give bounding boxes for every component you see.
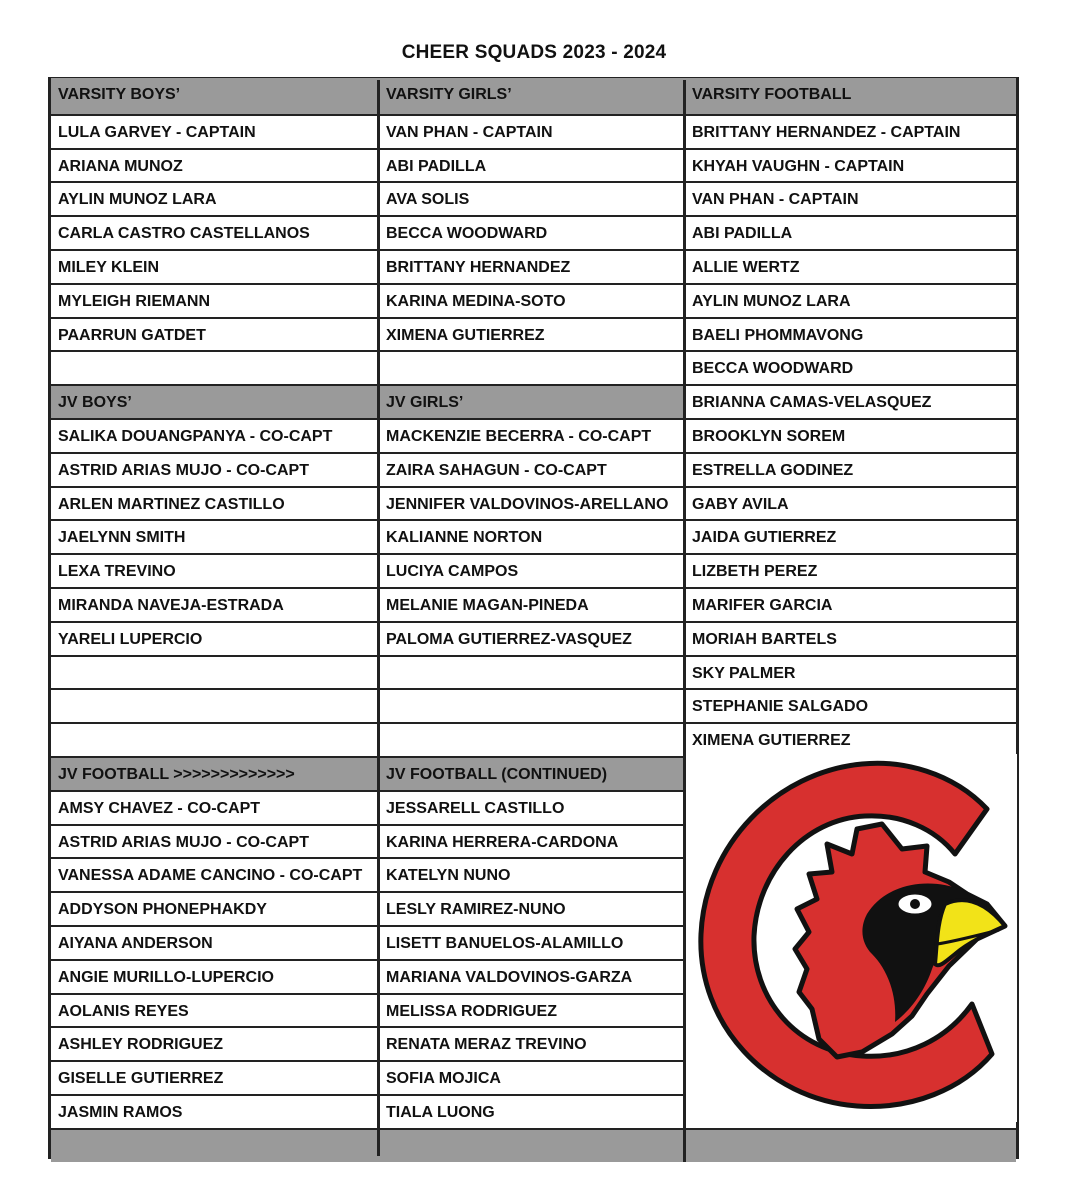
roster-cell: ARLEN MARTINEZ CASTILLO [51, 486, 379, 520]
column-divider [683, 80, 686, 756]
roster-cell: KARINA HERRERA-CARDONA [379, 824, 685, 858]
page-title: CHEER SQUADS 2023 - 2024 [401, 42, 667, 63]
roster-cell: ASTRID ARIAS MUJO - CO-CAPT [51, 824, 379, 858]
roster-cell [51, 688, 379, 722]
roster-cell: LUCIYA CAMPOS [379, 553, 685, 587]
roster-cell: VAN PHAN - CAPTAIN [685, 181, 1016, 215]
roster-cell: AVA SOLIS [379, 181, 685, 215]
section-header: VARSITY FOOTBALL [685, 78, 1016, 114]
roster-cell: PAARRUN GATDET [51, 317, 379, 351]
roster-cell: ALLIE WERTZ [685, 249, 1016, 283]
roster-cell: LEXA TREVINO [51, 553, 379, 587]
roster-cell: ZAIRA SAHAGUN - CO-CAPT [379, 452, 685, 486]
roster-cell: MORIAH BARTELS [685, 621, 1016, 655]
roster-cell: BRIANNA CAMAS-VELASQUEZ [685, 384, 1016, 418]
roster-cell [379, 350, 685, 384]
roster-cell: KALIANNE NORTON [379, 519, 685, 553]
roster-cell: MYLEIGH RIEMANN [51, 283, 379, 317]
roster-cell: LISETT BANUELOS-ALAMILLO [379, 925, 685, 959]
roster-cell: AIYANA ANDERSON [51, 925, 379, 959]
roster-cell: SALIKA DOUANGPANYA - CO-CAPT [51, 418, 379, 452]
roster-cell: BAELI PHOMMAVONG [685, 317, 1016, 351]
roster-cell: ASHLEY RODRIGUEZ [51, 1026, 379, 1060]
roster-cell: ANGIE MURILLO-LUPERCIO [51, 959, 379, 993]
roster-cell: STEPHANIE SALGADO [685, 688, 1016, 722]
roster-cell: TIALA LUONG [379, 1094, 685, 1128]
section-header: VARSITY GIRLS’ [379, 78, 685, 114]
roster-cell: KHYAH VAUGHN - CAPTAIN [685, 148, 1016, 182]
roster-cell [51, 350, 379, 384]
roster-cell: JENNIFER VALDOVINOS-ARELLANO [379, 486, 685, 520]
roster-cell: RENATA MERAZ TREVINO [379, 1026, 685, 1060]
roster-cell: ABI PADILLA [379, 148, 685, 182]
section-header: JV GIRLS’ [379, 384, 685, 418]
roster-cell: PALOMA GUTIERREZ-VASQUEZ [379, 621, 685, 655]
roster-cell: SKY PALMER [685, 655, 1016, 689]
roster-cell: VANESSA ADAME CANCINO - CO-CAPT [51, 857, 379, 891]
roster-cell: JAIDA GUTIERREZ [685, 519, 1016, 553]
roster-cell: MELISSA RODRIGUEZ [379, 993, 685, 1027]
roster-cell: ASTRID ARIAS MUJO - CO-CAPT [51, 452, 379, 486]
roster-cell: CARLA CASTRO CASTELLANOS [51, 215, 379, 249]
roster-cell: MELANIE MAGAN-PINEDA [379, 587, 685, 621]
section-header: VARSITY BOYS’ [51, 78, 379, 114]
roster-cell: ARIANA MUNOZ [51, 148, 379, 182]
roster-cell: KATELYN NUNO [379, 857, 685, 891]
roster-cell: KARINA MEDINA-SOTO [379, 283, 685, 317]
section-header: JV FOOTBALL >>>>>>>>>>>>> [51, 756, 379, 790]
cardinal-c-logo-icon [687, 754, 1017, 1122]
roster-cell: GISELLE GUTIERREZ [51, 1060, 379, 1094]
roster-cell: MARIANA VALDOVINOS-GARZA [379, 959, 685, 993]
column-divider [683, 1128, 686, 1162]
roster-cell: BRITTANY HERNANDEZ - CAPTAIN [685, 114, 1016, 148]
roster-cell: SOFIA MOJICA [379, 1060, 685, 1094]
roster-cell: JAELYNN SMITH [51, 519, 379, 553]
roster-cell: XIMENA GUTIERREZ [685, 722, 1016, 756]
roster-cell: AMSY CHAVEZ - CO-CAPT [51, 790, 379, 824]
roster-cell: LULA GARVEY - CAPTAIN [51, 114, 379, 148]
roster-cell: XIMENA GUTIERREZ [379, 317, 685, 351]
roster-cell: MILEY KLEIN [51, 249, 379, 283]
section-header: JV FOOTBALL (CONTINUED) [379, 756, 685, 790]
roster-cell: LESLY RAMIREZ-NUNO [379, 891, 685, 925]
roster-cell: AYLIN MUNOZ LARA [685, 283, 1016, 317]
roster-cell: JESSARELL CASTILLO [379, 790, 685, 824]
roster-cell: BECCA WOODWARD [379, 215, 685, 249]
roster-cell [51, 655, 379, 689]
roster-cell: BRITTANY HERNANDEZ [379, 249, 685, 283]
section-header: JV BOYS’ [51, 384, 379, 418]
column-divider [377, 80, 380, 1156]
roster-cell: GABY AVILA [685, 486, 1016, 520]
roster-cell: AOLANIS REYES [51, 993, 379, 1027]
roster-cell [379, 688, 685, 722]
roster-cell [51, 722, 379, 756]
roster-cell: MIRANDA NAVEJA-ESTRADA [51, 587, 379, 621]
roster-cell: ADDYSON PHONEPHAKDY [51, 891, 379, 925]
roster-cell: ABI PADILLA [685, 215, 1016, 249]
roster-cell: AYLIN MUNOZ LARA [51, 181, 379, 215]
roster-cell [379, 722, 685, 756]
roster-cell: ESTRELLA GODINEZ [685, 452, 1016, 486]
roster-cell: VAN PHAN - CAPTAIN [379, 114, 685, 148]
roster-cell: MACKENZIE BECERRA - CO-CAPT [379, 418, 685, 452]
roster-cell: BROOKLYN SOREM [685, 418, 1016, 452]
roster-cell: MARIFER GARCIA [685, 587, 1016, 621]
column-divider [683, 756, 686, 1128]
section-header [685, 1128, 1016, 1162]
roster-cell: BECCA WOODWARD [685, 350, 1016, 384]
roster-cell: LIZBETH PEREZ [685, 553, 1016, 587]
roster-cell: YARELI LUPERCIO [51, 621, 379, 655]
roster-cell [379, 655, 685, 689]
roster-cell: JASMIN RAMOS [51, 1094, 379, 1128]
section-header [51, 1128, 379, 1162]
section-header [379, 1128, 685, 1162]
